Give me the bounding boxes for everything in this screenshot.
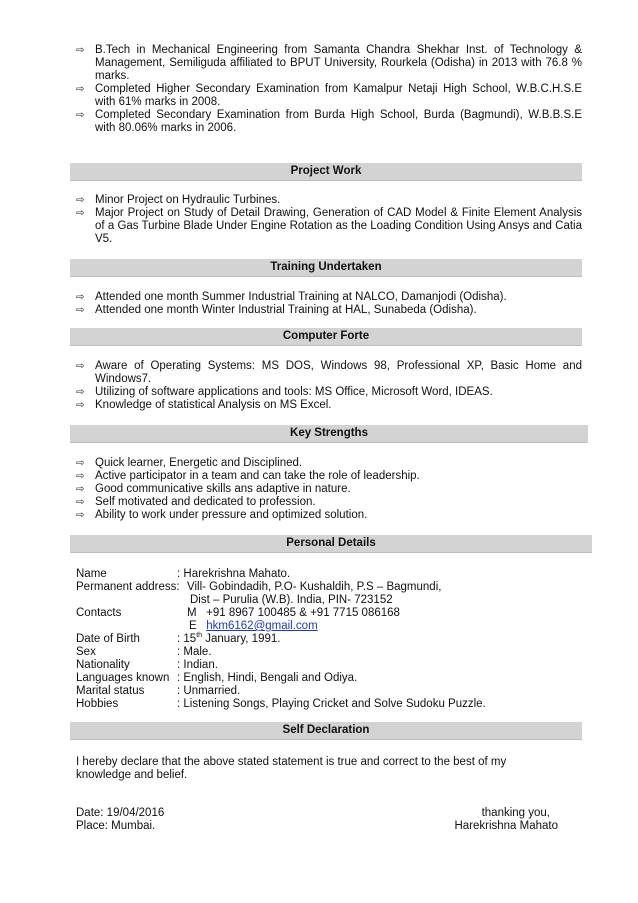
section-heading-project-work: Project Work — [70, 163, 582, 181]
footer-row-2 — [76, 820, 558, 833]
section-heading-personal-details: Personal Details — [70, 535, 592, 553]
list-item: ⇨ Attended one month Winter Industrial Training at HAL, Sunabeda (Odisha). — [76, 304, 477, 316]
list-item: ⇨ Quick learner, Energetic and Disciplined. — [76, 457, 303, 469]
personal-row-email — [76, 620, 596, 633]
key-strengths-list — [76, 457, 582, 522]
computer-forte-list — [76, 360, 582, 412]
marital-value: : Unmarried. — [177, 685, 241, 697]
list-item: ⇨ Attended one month Summer Industrial Training at NALCO, Damanjodi (Odisha). — [76, 291, 507, 303]
contacts-label: Contacts — [76, 607, 122, 619]
personal-row-name — [76, 568, 596, 581]
personal-row-nationality — [76, 659, 596, 672]
arrow-bullet-icon: ⇨ — [76, 292, 85, 303]
list-item: ⇨ Utilizing of software applications and tools: MS Office, Microsoft Word, IDEAS. — [76, 386, 493, 398]
arrow-bullet-icon: ⇨ — [76, 497, 85, 508]
personal-row-contacts — [76, 607, 596, 620]
personal-row-languages — [76, 672, 596, 685]
personal-row-sex — [76, 646, 596, 659]
list-item: ⇨ Minor Project on Hydraulic Turbines. — [76, 194, 281, 206]
arrow-bullet-icon: ⇨ — [76, 471, 85, 482]
arrow-bullet-icon: ⇨ — [76, 387, 85, 398]
personal-row-address — [76, 581, 596, 594]
arrow-bullet-icon: ⇨ — [76, 45, 85, 56]
section-heading-self-declaration: Self Declaration — [70, 722, 582, 740]
arrow-bullet-icon: ⇨ — [76, 208, 85, 219]
list-item: ⇨ Completed Secondary Examination from Burda High School, Burda (Bagmundi), W.B.B.S.E with 80.06% marks in 2006. — [76, 109, 582, 134]
name-value: : Harekrishna Mahato. — [177, 568, 291, 580]
list-item: ⇨ Completed Higher Secondary Examination from Kamalpur Netaji High School, W.B.C.H.S.E with 61% marks in 2008. — [76, 83, 582, 108]
address-line-2: Dist – Purulia (W.B). India, PIN- 723152 — [190, 594, 393, 606]
nationality-label: Nationality — [76, 659, 130, 671]
place-text: Place: Mumbai. — [76, 820, 156, 832]
section-heading-key-strengths: Key Strengths — [70, 425, 588, 443]
section-heading-computer-forte: Computer Forte — [70, 328, 582, 346]
footer-row-1 — [76, 807, 558, 820]
list-item: ⇨ Self motivated and dedicated to profession. — [76, 496, 316, 508]
arrow-bullet-icon: ⇨ — [76, 400, 85, 411]
sex-label: Sex — [76, 646, 96, 658]
date-text: Date: 19/04/2016 — [76, 807, 165, 819]
arrow-bullet-icon: ⇨ — [76, 361, 85, 372]
nationality-value: : Indian. — [177, 659, 218, 671]
declaration-text: I hereby declare that the above stated statement is true and correct to the best of my knowledge and belief. — [76, 756, 507, 781]
personal-details — [76, 568, 596, 711]
arrow-bullet-icon: ⇨ — [76, 305, 85, 316]
personal-row-marital — [76, 685, 596, 698]
languages-value: : English, Hindi, Bengali and Odiya. — [177, 672, 358, 684]
languages-label: Languages known — [76, 672, 170, 684]
list-item: ⇨ Knowledge of statistical Analysis on MS Excel. — [76, 399, 332, 411]
dob-value: : 15th January, 1991. — [177, 632, 281, 645]
list-item: ⇨ Active participator in a team and can take the role of leadership. — [76, 470, 420, 482]
hobbies-label: Hobbies — [76, 698, 119, 710]
hobbies-value: : Listening Songs, Playing Cricket and Solve Sudoku Puzzle. — [177, 698, 486, 710]
personal-row-address-2 — [76, 594, 596, 607]
education-list — [76, 44, 582, 135]
dob-label: Date of Birth — [76, 633, 140, 645]
list-item: ⇨ Good communicative skills ans adaptive in nature. — [76, 483, 351, 495]
email-link[interactable]: hkm6162@gmail.com — [206, 620, 318, 632]
arrow-bullet-icon: ⇨ — [76, 84, 85, 95]
list-item: ⇨ Aware of Operating Systems: MS DOS, Windows 98, Professional XP, Basic Home and Windows7. — [76, 360, 582, 385]
address-line-1: Vill- Gobindadih, P.O- Kushaldih, P.S – Bagmundi, — [187, 581, 442, 593]
arrow-bullet-icon: ⇨ — [76, 195, 85, 206]
arrow-bullet-icon: ⇨ — [76, 484, 85, 495]
signature-name: Harekrishna Mahato — [454, 820, 558, 832]
closing-text: thanking you, — [481, 807, 550, 819]
address-label: Permanent address: — [76, 581, 180, 593]
training-list — [76, 291, 582, 317]
list-item: ⇨ B.Tech in Mechanical Engineering from Samanta Chandra Shekhar Inst. of Technology & Management, Semiliguda affiliated to BPUT University, Rourkela (Odisha) in 2013 with 76.8 % marks. — [76, 44, 582, 82]
arrow-bullet-icon: ⇨ — [76, 510, 85, 521]
personal-row-hobbies — [76, 698, 596, 711]
email-prefix: E — [189, 620, 197, 632]
list-item: ⇨ Ability to work under pressure and optimized solution. — [76, 509, 368, 521]
arrow-bullet-icon: ⇨ — [76, 110, 85, 121]
sex-value: : Male. — [177, 646, 212, 658]
list-item: ⇨ Major Project on Study of Detail Drawing, Generation of CAD Model & Finite Element Analysis of a Gas Turbine Blade Under Engine Rotation as the Loading Condition Using Ansys and Catia V5. — [76, 207, 582, 245]
marital-label: Marital status — [76, 685, 145, 697]
personal-row-dob — [76, 633, 596, 646]
name-label: Name — [76, 568, 107, 580]
project-work-list — [76, 194, 582, 246]
footer — [76, 807, 558, 833]
phone-numbers: M +91 8967 100485 & +91 7715 086168 — [187, 607, 400, 619]
section-heading-training: Training Undertaken — [70, 259, 582, 277]
arrow-bullet-icon: ⇨ — [76, 458, 85, 469]
